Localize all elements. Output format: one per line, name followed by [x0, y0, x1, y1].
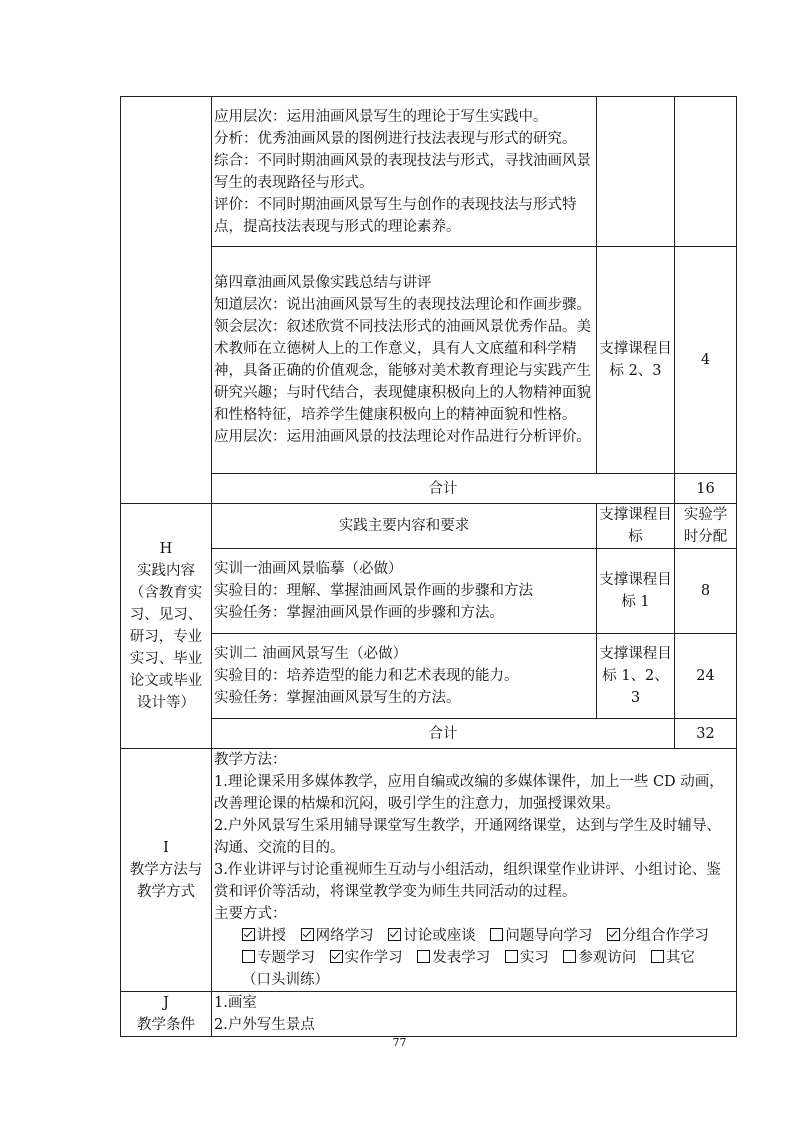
g-block1-line: 应用层次：运用油画风景写生的理论于写生实践中。	[214, 108, 548, 125]
h-row-1	[121, 549, 737, 634]
h-label-cell	[121, 504, 212, 749]
modes-note: （口头训练）	[242, 972, 329, 988]
h-row1-line: 实验任务：掌握油画风景作画的步骤和方法。	[214, 605, 504, 621]
h-header-row	[121, 504, 737, 549]
mode-label: 其它	[666, 950, 696, 966]
g-block1-line: 评价：不同时期油画风景写生与创作的表现技法与形式特点，提高技法表现与形式的理论素养。	[214, 196, 577, 235]
i-label-text: 教学方法与教学方式	[129, 862, 203, 900]
mode-label: 专题学习	[257, 950, 315, 966]
mode-label: 分组合作学习	[621, 928, 709, 944]
mode-label: 实作学习	[344, 950, 403, 966]
i-label-cell	[121, 749, 212, 992]
j-line: 2.户外写生景点	[214, 1017, 315, 1033]
mode-option[interactable]	[242, 925, 286, 947]
mode-option[interactable]	[301, 925, 374, 947]
g-total-row	[121, 474, 737, 504]
modes-row-1	[214, 925, 734, 947]
mode-option[interactable]	[607, 925, 709, 947]
i-content-cell	[212, 749, 737, 992]
g-block2-hours: 4	[675, 247, 737, 474]
modes-row-2	[214, 947, 734, 969]
g-total-label: 合计	[212, 474, 675, 504]
checkbox-empty-icon[interactable]	[563, 950, 576, 963]
i-row	[121, 749, 737, 992]
h-header-hours: 实验学时分配	[675, 504, 737, 549]
i-line: 主要方式：	[214, 906, 287, 922]
j-line: 1.画室	[214, 995, 257, 1011]
j-label-code: J	[163, 995, 169, 1011]
h-row-2	[121, 634, 737, 719]
mode-label: 问题导向学习	[505, 928, 593, 944]
checkbox-checked-icon[interactable]	[330, 950, 343, 963]
checkbox-empty-icon[interactable]	[242, 950, 255, 963]
g-total-value: 16	[675, 474, 737, 504]
h-label-text: 实践内容（含教育实习、见习、研习，专业实习、毕业论文或毕业设计等）	[129, 563, 203, 711]
h-label-code: H	[159, 541, 173, 557]
mode-option[interactable]	[651, 947, 695, 969]
g-block1-hours	[675, 97, 737, 247]
h-row1-content	[212, 549, 597, 634]
h-row2-line: 实验目的：培养造型的能力和艺术表现的能力。	[214, 668, 519, 684]
h-total-row	[121, 719, 737, 749]
h-total-value: 32	[675, 719, 737, 749]
mode-label: 网络学习	[315, 928, 374, 944]
mode-option[interactable]	[490, 925, 592, 947]
mode-option[interactable]	[505, 947, 549, 969]
j-label-cell	[121, 992, 212, 1037]
mode-label: 参观访问	[578, 950, 637, 966]
checkbox-checked-icon[interactable]	[301, 928, 314, 941]
g-block1-line: 综合：不同时期油画风景的表现技法与形式，寻找油画风景写生的表现路径与形式。	[214, 152, 591, 191]
i-line: 1.理论课采用多媒体教学，应用自编或改编的多媒体课件，加上一些 CD 动画，改善理论课的枯燥和沉闷，吸引学生的注意力，加强授课效果。	[214, 774, 724, 812]
i-line: 3.作业讲评与讨论重视师生互动与小组活动，组织课堂作业讲评、小组讨论、鉴赏和评价等活动，将课堂教学变为师生共同活动的过程。	[214, 862, 721, 900]
j-label-text: 教学条件	[137, 1017, 195, 1033]
h-row2-line: 实验任务：掌握油画风景写生的方法。	[214, 690, 461, 706]
checkbox-empty-icon[interactable]	[505, 950, 518, 963]
checkbox-checked-icon[interactable]	[242, 928, 255, 941]
mode-label: 讲授	[257, 928, 286, 944]
j-content-cell	[212, 992, 737, 1037]
g-block2-line: 第四章油画风景像实践总结与讲评	[214, 275, 432, 291]
g-block1-cell	[212, 97, 597, 247]
g-block2-support: 支撑课程目标 2、3	[597, 247, 675, 474]
i-line: 教学方法：	[214, 752, 287, 768]
h-row1-line: 实训一油画风景临摹（必做）	[214, 561, 403, 577]
checkbox-empty-icon[interactable]	[490, 928, 503, 941]
checkbox-checked-icon[interactable]	[607, 928, 620, 941]
mode-label: 讨论或座谈	[403, 928, 476, 944]
h-row1-support: 支撑课程目标 1	[597, 549, 675, 634]
h-header-content: 实践主要内容和要求	[212, 504, 597, 549]
mode-option[interactable]	[242, 947, 315, 969]
j-row	[121, 992, 737, 1037]
h-row2-line: 实训二 油画风景写生（必做）	[214, 646, 408, 662]
g-row-block2	[121, 247, 737, 474]
g-block2-line: 领会层次：叙述欣赏不同技法形式的油画风景优秀作品。美术教师在立德树人上的工作意义，具有人文底蕴和科学精神，具备正确的价值观念，能够对美术教育理论与实践产生研究兴趣；与时代结合，表现健康积极向上的人物精神面貌和性格特征，培养学生健康积极向上的精神面貌和性格。	[214, 319, 591, 423]
h-total-label: 合计	[212, 719, 675, 749]
mode-label: 发表学习	[432, 950, 491, 966]
checkbox-empty-icon[interactable]	[417, 950, 430, 963]
h-row1-hours: 8	[675, 549, 737, 634]
g-row-block1	[121, 97, 737, 247]
h-header-support: 支撑课程目标	[597, 504, 675, 549]
i-line: 2.户外风景写生采用辅导课堂写生教学，开通网络课堂，达到与学生及时辅导、沟通、交流的目的。	[214, 818, 721, 856]
h-row2-hours: 24	[675, 634, 737, 719]
g-block2-line: 知道层次：说出油画风景写生的表现技法理论和作画步骤。	[214, 297, 591, 313]
g-block1-line: 分析：优秀油画风景的图例进行技法表现与形式的研究。	[214, 130, 577, 147]
page-number: 77	[392, 1036, 407, 1049]
mode-option[interactable]	[563, 947, 636, 969]
h-row2-content	[212, 634, 597, 719]
mode-option[interactable]	[417, 947, 490, 969]
mode-label: 实习	[519, 950, 549, 966]
h-row2-support: 支撑课程目标 1、2、3	[597, 634, 675, 719]
g-block1-support	[597, 97, 675, 247]
g-block2-line: 应用层次：运用油画风景的技法理论对作品进行分析评价。	[214, 429, 591, 445]
checkbox-empty-icon[interactable]	[651, 950, 664, 963]
i-label-code: I	[163, 840, 169, 856]
h-row1-line: 实验目的：理解、掌握油画风景作画的步骤和方法	[214, 583, 533, 599]
mode-option[interactable]	[388, 925, 476, 947]
g-block2-cell	[212, 247, 597, 474]
g-label-cell	[121, 97, 212, 504]
mode-option[interactable]	[330, 947, 403, 969]
checkbox-checked-icon[interactable]	[388, 928, 401, 941]
syllabus-table	[120, 96, 737, 1037]
